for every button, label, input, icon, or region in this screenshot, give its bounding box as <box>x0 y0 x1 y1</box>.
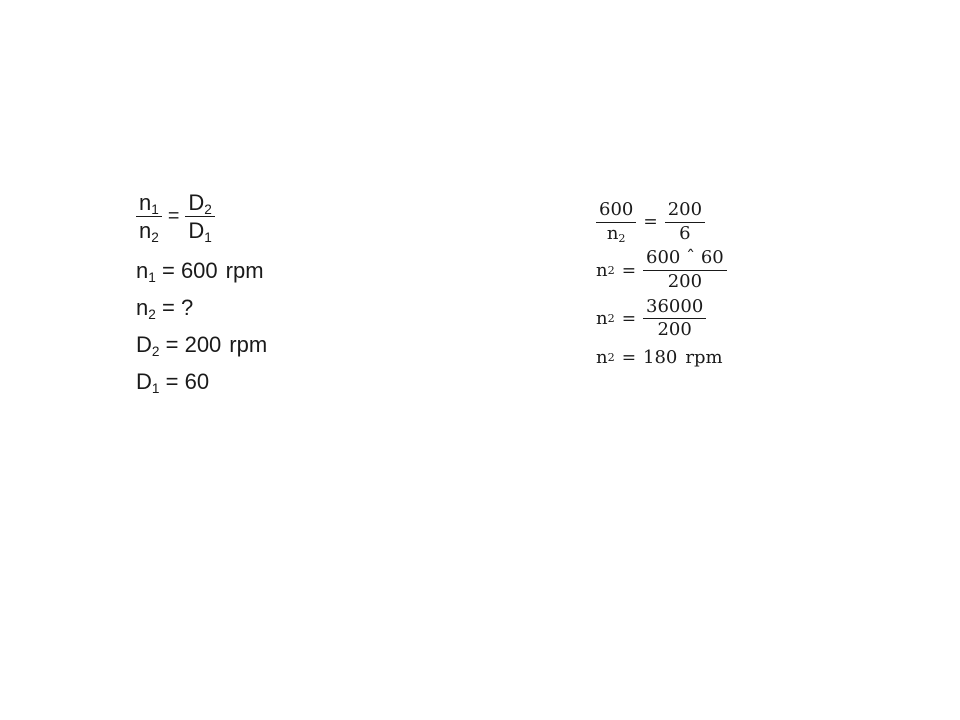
ratio-formula <box>136 190 267 244</box>
solution-step-3: n 2 = $\frac{36000}{200}$ <box>596 297 727 341</box>
given-n2: $n_2$ = ? <box>136 294 194 322</box>
given-d2: $D_2 = 200$ rpm <box>136 331 268 359</box>
solution-block <box>596 200 727 372</box>
given-n1: $n_1 = 600$ rpm <box>136 257 264 285</box>
given-d1: $D_1 = 60$ <box>136 368 210 396</box>
given-block <box>136 190 267 400</box>
solution-step-1: $\frac{600}{n_2}$ = $\frac{200}{6}$ <box>596 200 727 244</box>
step2-fraction: $\frac{\text{600 ˆ 60}}{200}$ <box>643 248 727 292</box>
rhs-fraction: $\frac{D_2}{D_1}$ <box>185 190 214 244</box>
step1-rhs-fraction: $\frac{200}{6}$ <box>665 200 705 244</box>
step3-fraction: $\frac{36000}{200}$ <box>643 297 706 341</box>
step1-lhs-fraction: $\frac{600}{n_2}$ <box>596 200 636 244</box>
solution-step-2: n 2 = $\frac{\text{600 ˆ 60}}{200}$ <box>596 248 727 292</box>
lhs-fraction: $\frac{n_1}{n_2}$ <box>136 190 162 244</box>
equals-sign: = <box>167 205 180 228</box>
solution-result: n 2 = 180 rpm <box>596 347 723 369</box>
